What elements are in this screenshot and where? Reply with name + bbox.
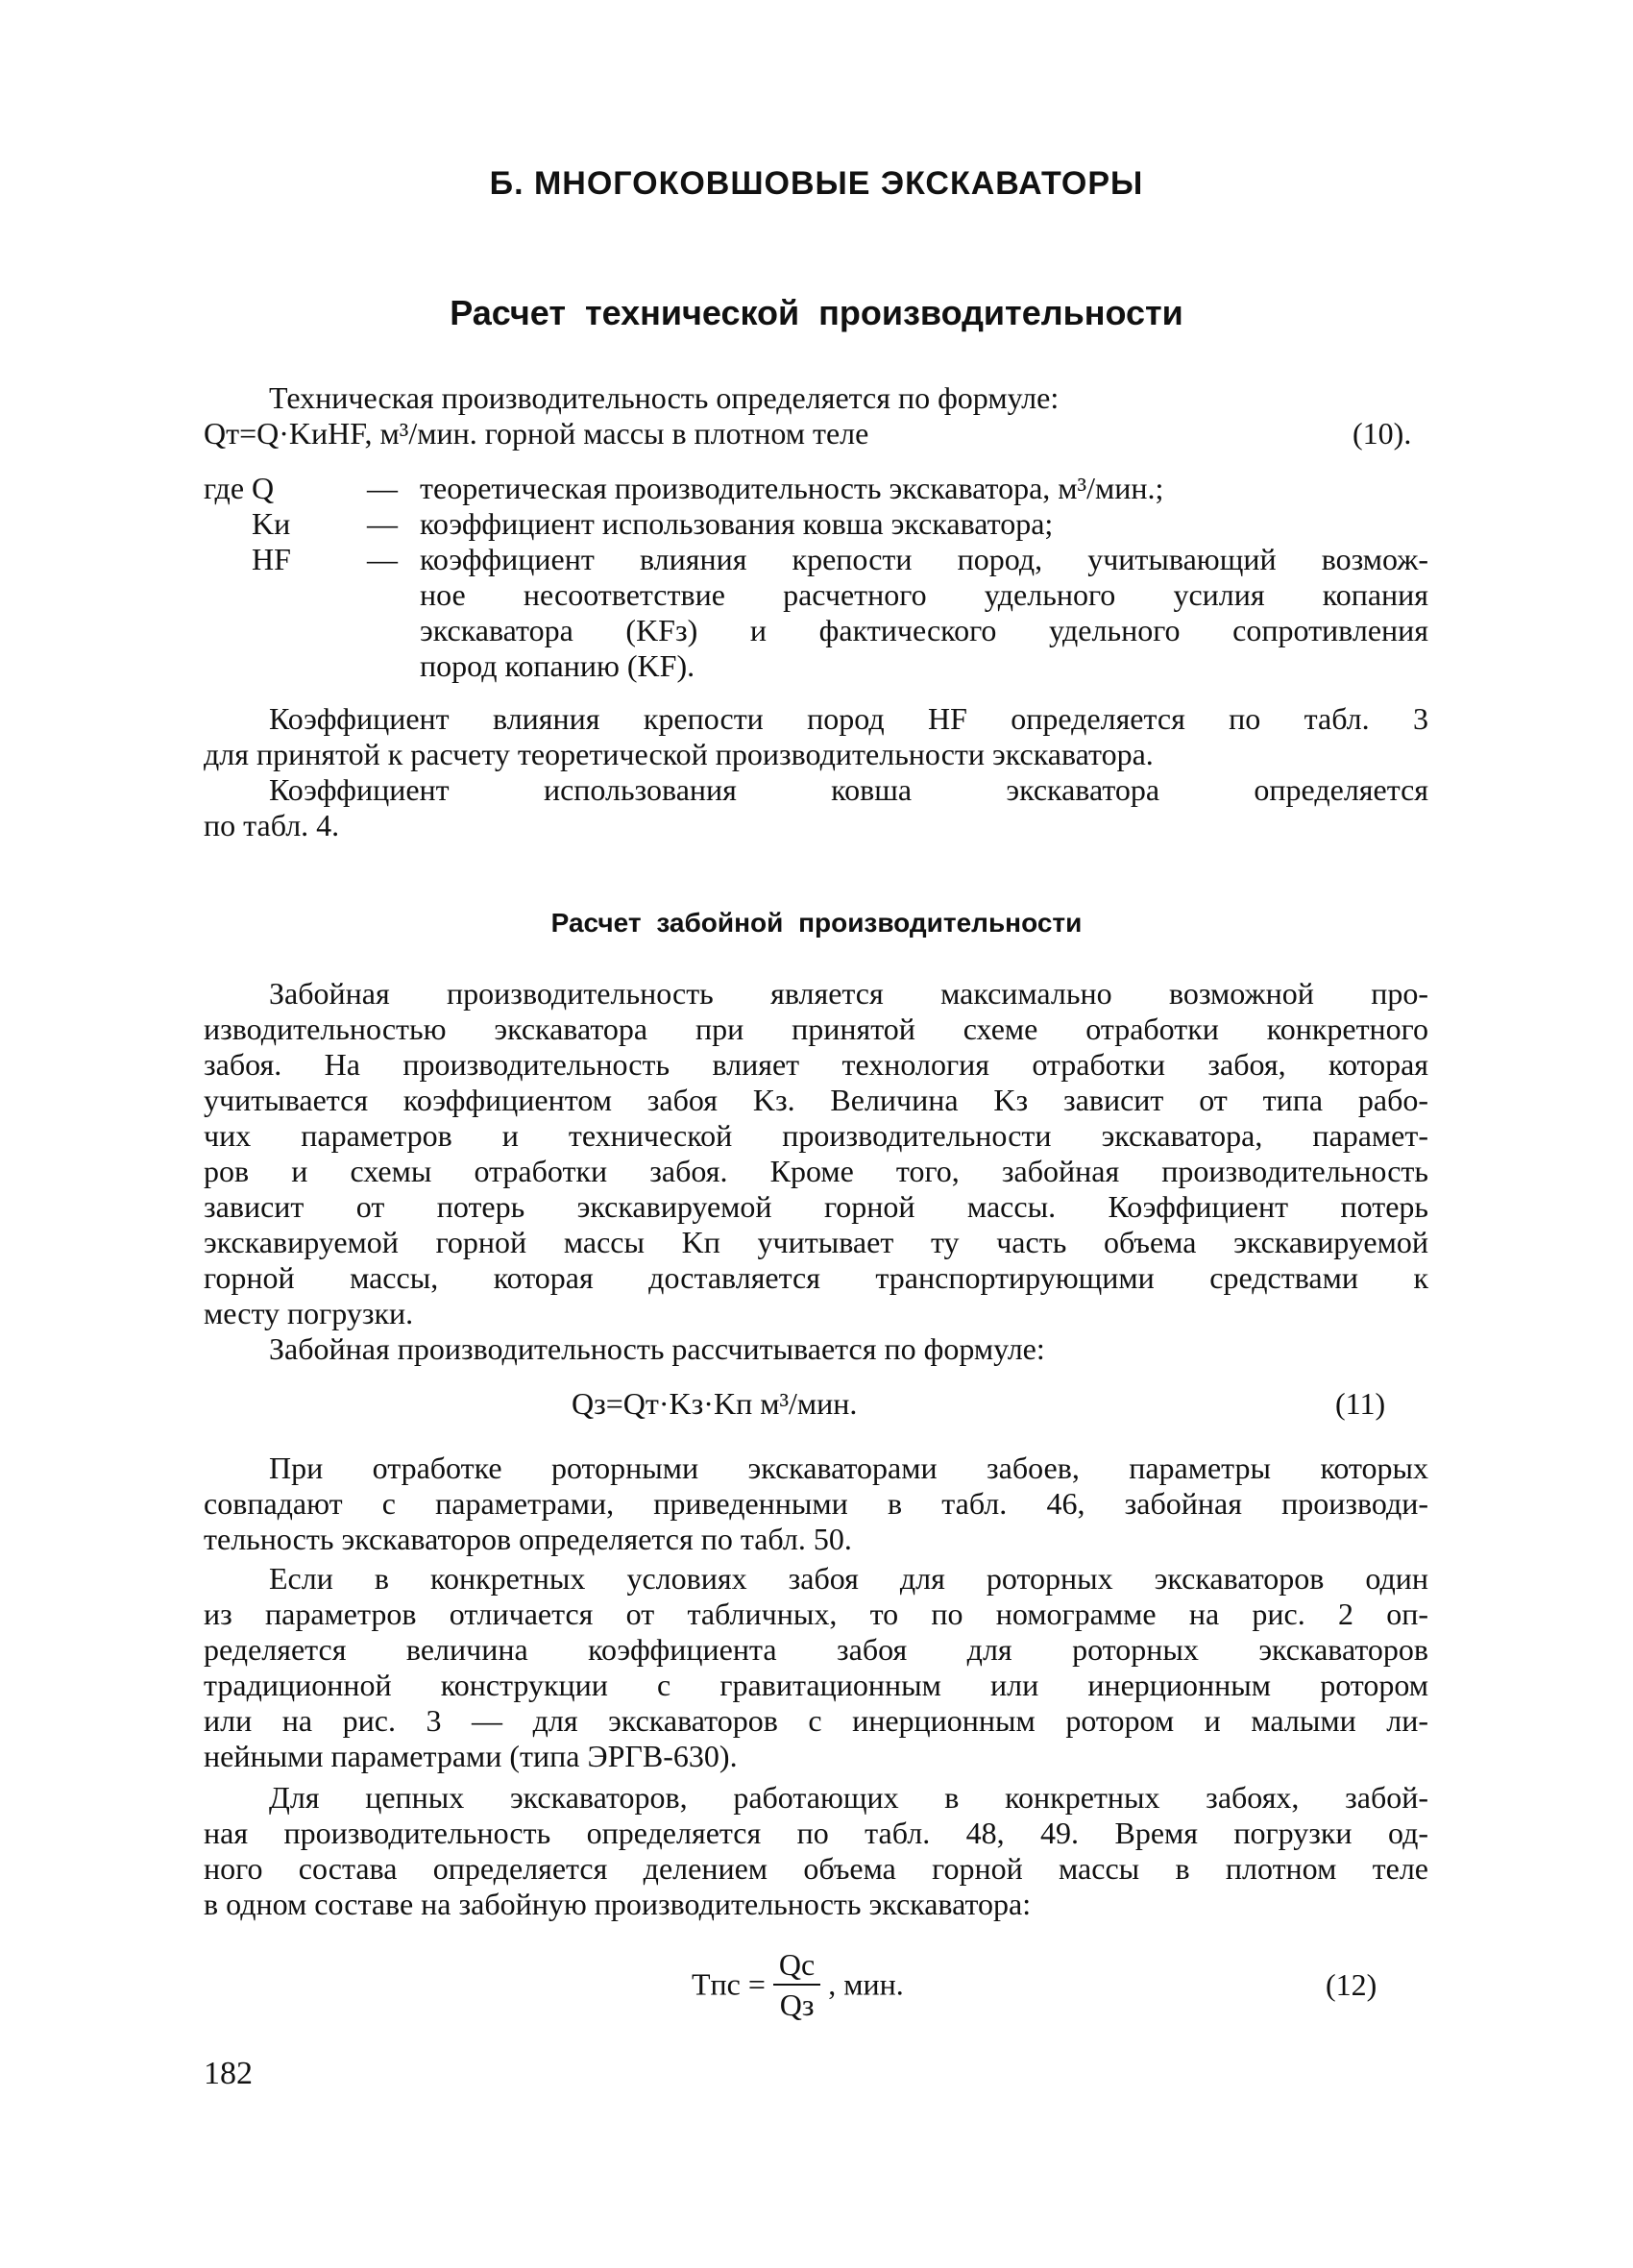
text-line: Забойная производительность рассчитывается по формуле: [269,1331,1045,1366]
text-line: ная производительность определяется по табл. 48, 49. Время погрузки од- [204,1816,1428,1850]
text-line: Коэффициент влияния крепости пород HF определяется по табл. 3 [269,701,1428,736]
paragraph [204,701,1428,843]
intro-paragraph [204,380,1428,416]
formula-11: Qз=Qт·Kз·Kп м³/мин. [572,1386,858,1421]
text-line: изводительностью экскаватора при принятой схеме отработки конкретного [204,1012,1428,1046]
text-line: пород копанию (KF). [420,648,695,683]
where-label [204,471,338,506]
text-line: в одном составе на забойную производительность экскаватора: [204,1887,1032,1921]
fraction-numerator: Qс [773,1945,820,1986]
text-line: ное несоответствие расчетного удельного усилия копания [420,577,1428,612]
page-number: 182 [204,2056,253,2091]
paragraph [204,1561,1428,1774]
fraction-denominator: Qз [779,1988,815,2022]
formula-10: Qт=Q·KиHF, м³/мин. горной массы в плотном теле [204,416,869,451]
paragraph [204,976,1428,1367]
definition-dash: — [367,471,398,505]
text-line: ределяется величина коэффициента забоя для роторных экскаваторов [204,1632,1428,1667]
text-line: коэффициент влияния крепости пород, учитывающий возмож- [420,542,1428,576]
text-line: чих параметров и технической производительности экскаватора, парамет- [204,1118,1428,1153]
text-line: нейными параметрами (типа ЭРГВ-630). [204,1739,738,1773]
formula-12-unit: , мин. [828,1966,904,2002]
text-line: по табл. 4. [204,808,340,842]
definition-symbol: HF [252,542,291,576]
definition-symbol: Q [252,471,275,505]
subsection-title-face: Расчет забойной производительности [550,908,1083,938]
definition-text: теоретическая производительность экскаватора, м³/мин.; [420,471,1164,505]
definition-dash: — [367,506,398,541]
text-line: Коэффициент использования ковша экскаватора определяется [269,772,1428,807]
text-line: учитывается коэффициентом забоя Kз. Величина Kз зависит от типа рабо- [204,1083,1428,1117]
formula-11-number: (11) [1335,1386,1386,1421]
paragraph [204,1780,1428,1922]
text-line: ров и схемы отработки забоя. Кроме того, забойная производительность [204,1154,1428,1188]
definition-dash: — [367,542,398,576]
fraction [773,1945,820,2024]
formula-12-number: (12) [1326,1967,1377,2002]
text-line: ного состава определяется делением объема горной массы в плотном теле [204,1851,1428,1886]
subsection-title-technical: Расчет технической производительности [450,293,1183,332]
text-line: зависит от потерь экскавируемой горной массы. Коэффициент потерь [204,1189,1428,1224]
formula-12-lhs: Tпс = [692,1966,766,2002]
text-line: месту погрузки. [204,1296,414,1330]
text-line: для принятой к расчету теоретической производительности экскаватора. [204,737,1154,771]
section-title: Б. МНОГОКОВШОВЫЕ ЭКСКАВАТОРЫ [489,165,1144,202]
text-line: Техническая производительность определяется по формуле: [269,380,1060,415]
definition-text [420,542,1428,684]
formula-12 [692,1945,904,2024]
text-line: Для цепных экскаваторов, работающих в конкретных забоях, забой- [269,1780,1428,1815]
text-line: горной массы, которая доставляется транспортирующими средствами к [204,1260,1428,1295]
paragraph [204,1451,1428,1557]
text-line: совпадают с параметрами, приведенными в табл. 46, забойная производи- [204,1486,1428,1521]
text-line: Если в конкретных условиях забоя для роторных экскаваторов один [269,1561,1428,1596]
text-line: экскаватора (KFз) и фактического удельного сопротивления [420,613,1428,647]
text-line: забоя. На производительность влияет технология отработки забоя, которая [204,1047,1428,1082]
text-line: из параметров отличается от табличных, то по номограмме на рис. 2 оп- [204,1597,1428,1631]
definition-symbol: Kи [252,506,291,541]
text-line: традиционной конструкции с гравитационным или инерционным ротором [204,1668,1428,1702]
definition-text: коэффициент использования ковша экскаватора; [420,506,1054,541]
text-line: При отработке роторными экскаваторами забоев, параметры которых [269,1451,1428,1485]
where-word: где [204,471,245,505]
text-line: тельность экскаваторов определяется по табл. 50. [204,1522,852,1556]
text-line: экскавируемой горной массы Kп учитывает ту часть объема экскавируемой [204,1225,1428,1259]
formula-10-number: (10). [1353,416,1412,451]
text-line: Забойная производительность является максимально возможной про- [269,976,1428,1011]
text-line: или на рис. 3 — для экскаваторов с инерционным ротором и малыми ли- [204,1703,1428,1738]
